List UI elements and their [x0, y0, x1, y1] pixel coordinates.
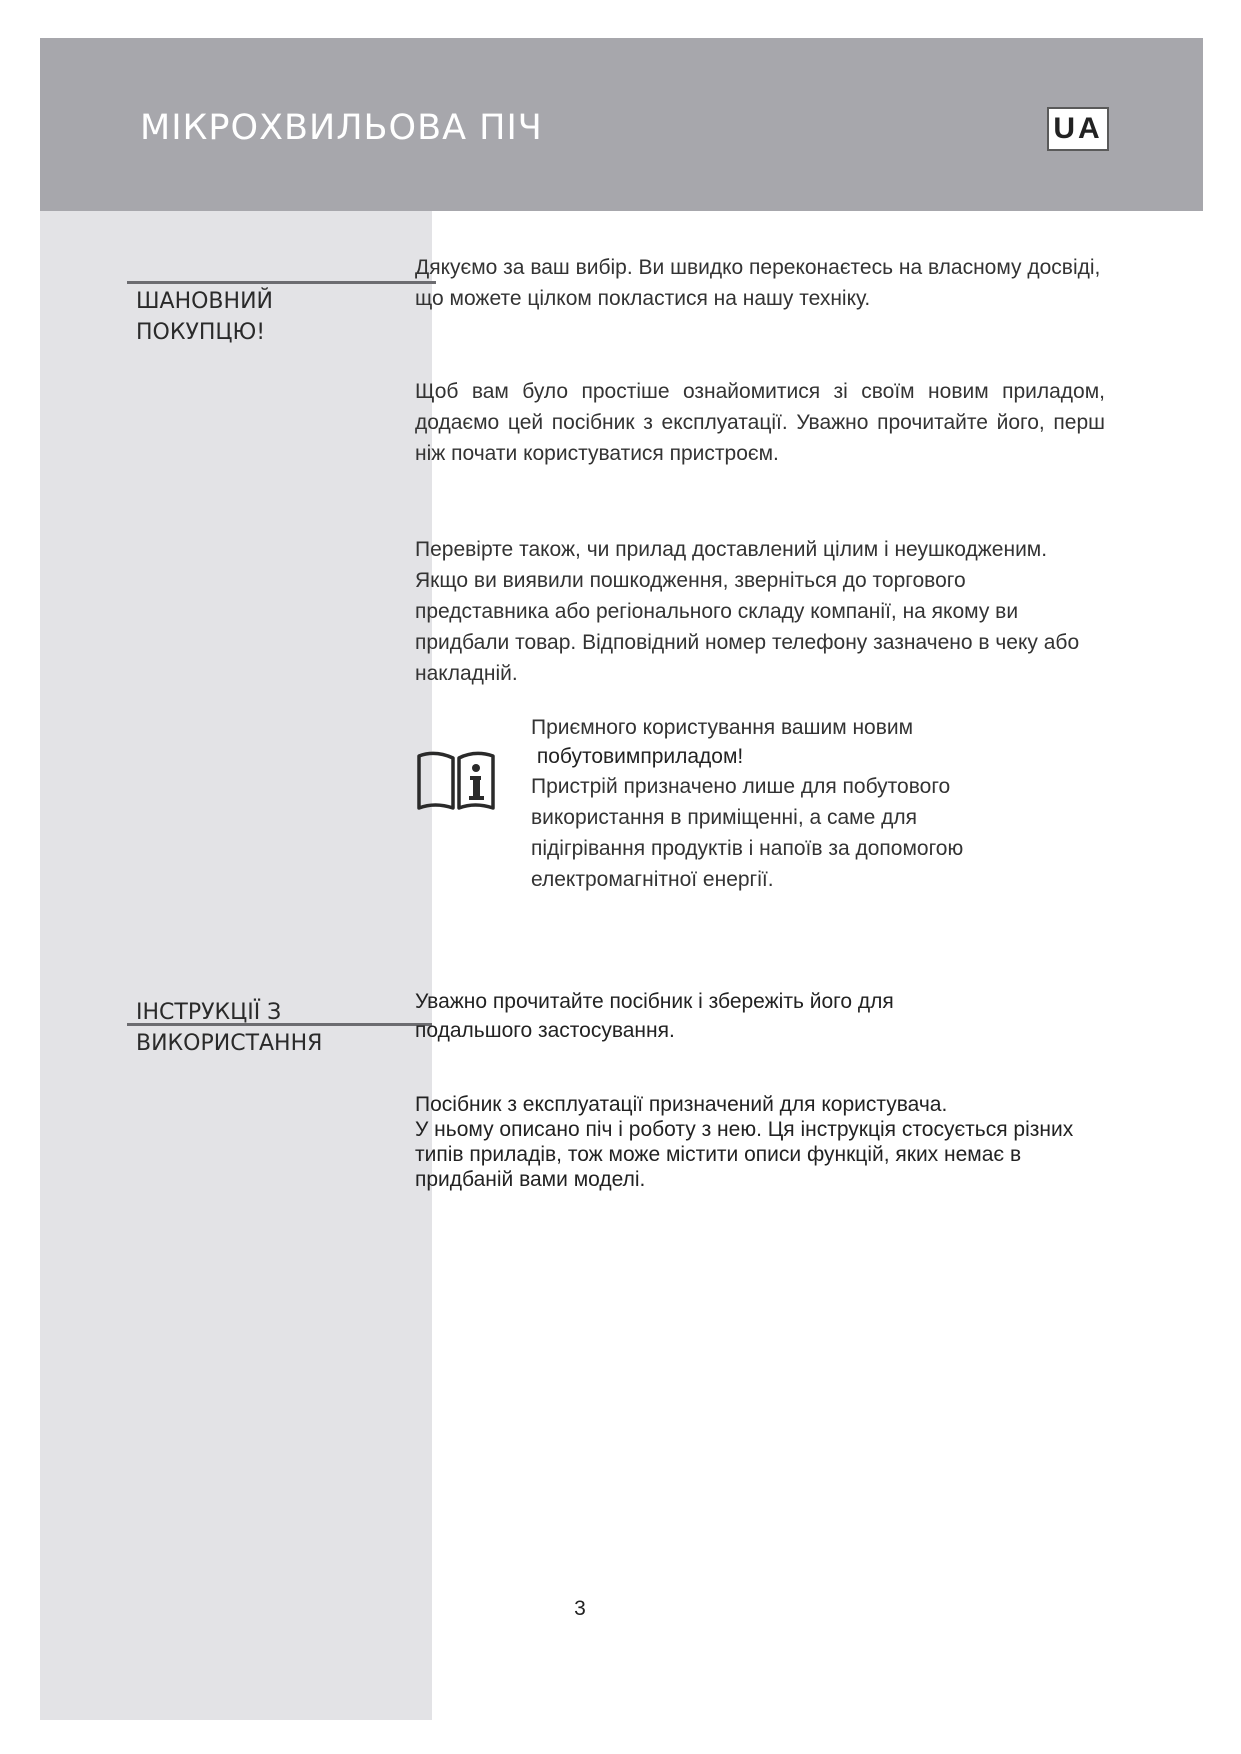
document-title: МІКРОХВИЛЬОВА ПІЧ — [140, 108, 543, 148]
book-info-icon — [415, 748, 497, 814]
note-line: побутовимприладом! — [531, 745, 744, 768]
heading-line: ВИКОРИСТАННЯ — [136, 1031, 323, 1056]
note-line: електромагнітної енергії. — [531, 868, 774, 891]
section-heading-instructions — [136, 997, 322, 1059]
intro-paragraph-1 — [415, 252, 1105, 314]
intro-paragraph-2 — [415, 376, 1105, 469]
paragraph: Посібник з експлуатації призначений для користувача. У ньому описано піч і роботу з нею. Ця інструкція стосується різних типів приладів, тож може містити описи функцій, яких немає в придбаній вами моделі. — [415, 1093, 1074, 1191]
intro-paragraph-3 — [415, 534, 1105, 689]
note-line: Пристрій призначено лише для побутового — [531, 775, 951, 798]
info-note — [415, 714, 1115, 894]
page-number: 3 — [574, 1597, 586, 1620]
paragraph: Перевірте також, чи прилад доставлений цілим і неушкодженим. Якщо ви виявили пошкодження, зверніться до торгового представника або регіонального складу компанії, на якому ви придбали товар. Відповідний номер телефону зазначено в чеку або накладній. — [415, 538, 1080, 685]
language-badge: UA — [1047, 107, 1109, 151]
heading-line: ПОКУПЦЮ! — [136, 320, 266, 345]
paragraph: Уважно прочитайте посібник і збережіть його для подальшого застосування. — [415, 990, 894, 1042]
paragraph: Дякуємо за ваш вибір. Ви швидко переконаєтесь на власному досвіді, що можете цілком покластися на нашу техніку. — [415, 256, 1101, 310]
note-line: використання в приміщенні, а саме для — [531, 806, 918, 829]
heading-line: ШАНОВНИЙ — [136, 289, 273, 314]
instructions-paragraph-1 — [415, 987, 975, 1045]
instructions-paragraph-2 — [415, 1092, 1095, 1192]
note-text — [531, 714, 1101, 895]
section-divider — [127, 281, 436, 284]
paragraph: Щоб вам було простіше ознайомитися зі своїм новим приладом, додаємо цей посібник з експлуатації. Уважно прочитайте його, перш ніж почати користуватися пристроєм. — [415, 380, 1105, 465]
header-band — [40, 38, 1203, 211]
note-line: підігрівання продуктів і напоїв за допомогою — [531, 837, 964, 860]
note-line: Приємного користування вашим новим — [531, 716, 914, 739]
sidebar — [40, 211, 432, 1720]
heading-line: ІНСТРУКЦІЇ З — [136, 1000, 282, 1025]
section-heading-dear-customer — [136, 286, 273, 348]
